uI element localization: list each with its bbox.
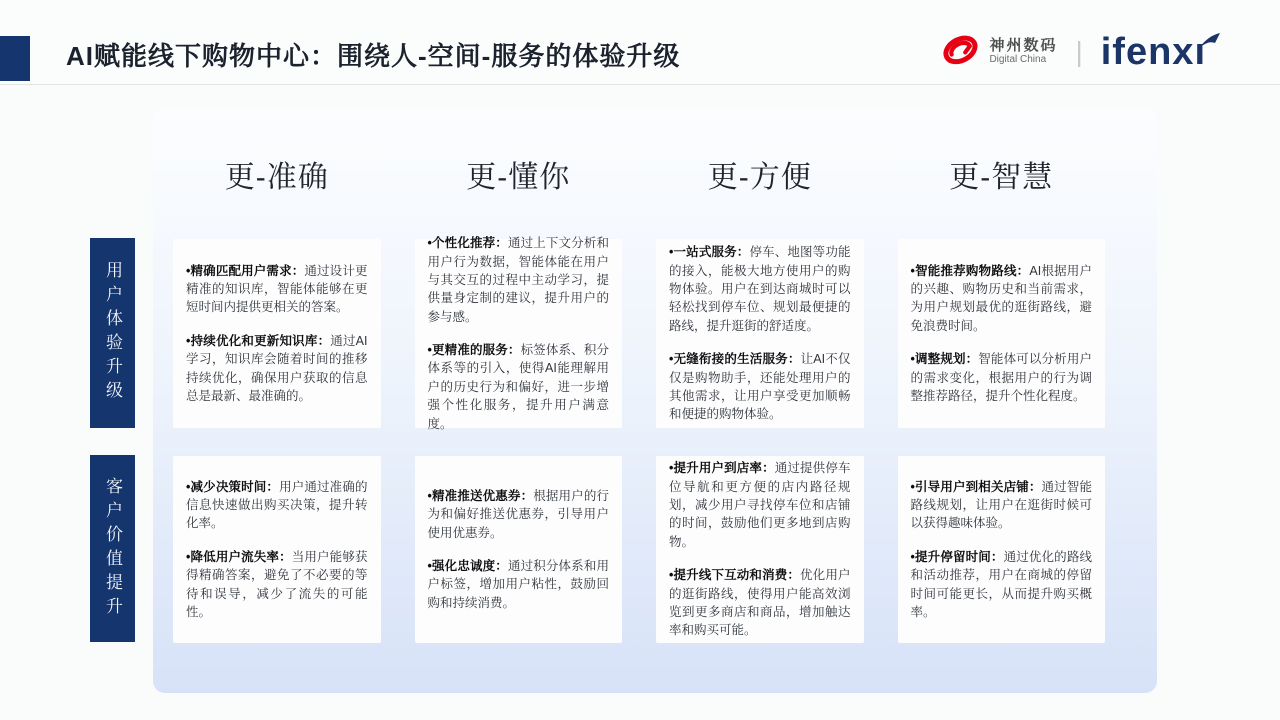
card-accurate-experience xyxy=(173,239,381,428)
card-bullet: •精准推送优惠券：根据用户的行为和偏好推送优惠券，引导用户使用优惠券。 xyxy=(427,488,609,540)
card-bullet: •个性化推荐：通过上下文分析和用户行为数据，智能体能在用户与其交互的过程中主动学习，提供量身定制的建议，提升用户的参与感。 xyxy=(427,236,609,324)
cards-row-user-experience xyxy=(153,236,1157,431)
card-bullet: •提升用户到店率：通过提供停车位导航和更方便的店内路径规划，减少用户寻找停车位和店铺的时间，鼓励他们更多地到店购物。 xyxy=(669,461,851,549)
slide-header xyxy=(0,0,1280,85)
digital-china-logo xyxy=(939,28,1057,75)
column-header-convenient: 更-方便 xyxy=(707,161,812,194)
card-bullet: •精确匹配用户需求：通过设计更精准的知识库，智能体能够在更短时间内提供更相关的答案。 xyxy=(186,263,368,315)
column-headers xyxy=(153,152,1157,196)
ifenxi-logo xyxy=(1100,30,1216,73)
card-bullet: •提升线下互动和消费：优化用户的逛街路线，使得用户能高效浏览到更多商店和商品，增加触达率和购买可能。 xyxy=(669,568,851,638)
title-accent-block xyxy=(0,36,30,81)
logo-group xyxy=(939,28,1216,75)
slide-body xyxy=(0,85,1280,720)
cards-row-customer-value xyxy=(153,456,1157,643)
card-bullet: •减少决策时间：用户通过准确的信息快速做出购买决策，提升转化率。 xyxy=(186,479,368,531)
logo-divider: | xyxy=(1075,35,1083,67)
page-title: AI赋能线下购物中心：围绕人-空间-服务的体验升级 xyxy=(66,41,681,71)
digital-china-text xyxy=(989,37,1057,66)
column-header-smart: 更-智慧 xyxy=(949,161,1054,194)
card-bullet: •更精准的服务：标签体系、积分体系等的引入，使得AI能理解用户的历史行为和偏好，进一步增强个性化服务，提升用户满意度。 xyxy=(427,343,609,431)
card-smart-experience xyxy=(898,239,1106,428)
digital-china-swirl-icon xyxy=(939,28,981,75)
card-bullet: •智能推荐购物路线：AI根据用户的兴趣、购物历史和当前需求，为用户规划最优的逛街路线，避免浪费时间。 xyxy=(910,263,1092,333)
column-header-accurate: 更-准确 xyxy=(224,161,329,194)
ifenxi-arrow-icon xyxy=(1196,20,1222,58)
digital-china-subtitle: Digital China xyxy=(989,54,1047,66)
card-bullet: •一站式服务：停车、地图等功能的接入，能极大地方使用户的购物体验。用户在到达商城时可以轻松找到停车位、规划最便捷的路线，提升逛街的舒适度。 xyxy=(669,245,851,333)
card-bullet: •无缝衔接的生活服务：让AI不仅仅是购物助手，还能处理用户的其他需求，让用户享受更加顺畅和便捷的购物体验。 xyxy=(669,352,851,422)
matrix-panel xyxy=(153,108,1157,693)
card-bullet: •调整规划：智能体可以分析用户的需求变化，根据用户的行为调整推荐路径，提升个性化程度。 xyxy=(910,352,1092,403)
card-bullet: •引导用户到相关店铺：通过智能路线规划，让用户在逛街时候可以获得趣味体验。 xyxy=(910,479,1092,531)
column-header-understand: 更-懂你 xyxy=(466,161,571,194)
card-bullet: •降低用户流失率：当用户能够获得精确答案，避免了不必要的等待和误导，减少了流失的可能性。 xyxy=(186,549,368,619)
card-smart-value xyxy=(898,456,1106,643)
card-accurate-value xyxy=(173,456,381,643)
card-bullet: •持续优化和更新知识库：通过AI学习，知识库会随着时间的推移持续优化，确保用户获取的信息总是最新、最准确的。 xyxy=(186,333,368,403)
card-bullet: •强化忠诚度：通过积分体系和用户标签，增加用户粘性，鼓励回购和持续消费。 xyxy=(427,559,609,610)
card-understand-value xyxy=(415,456,623,643)
ifenxi-wordmark: ifenxı xyxy=(1100,30,1206,73)
card-convenient-experience xyxy=(656,239,864,428)
row-label-customer-value: 客户价值提升 xyxy=(90,455,135,642)
card-bullet: •提升停留时间：通过优化的路线和活动推荐，用户在商城的停留时间可能更长，从而提升购买概率。 xyxy=(910,549,1092,619)
row-label-user-experience: 用户体验升级 xyxy=(90,238,135,428)
card-convenient-value xyxy=(656,456,864,643)
digital-china-name: 神州数码 xyxy=(989,37,1058,55)
card-understand-experience xyxy=(415,236,623,431)
